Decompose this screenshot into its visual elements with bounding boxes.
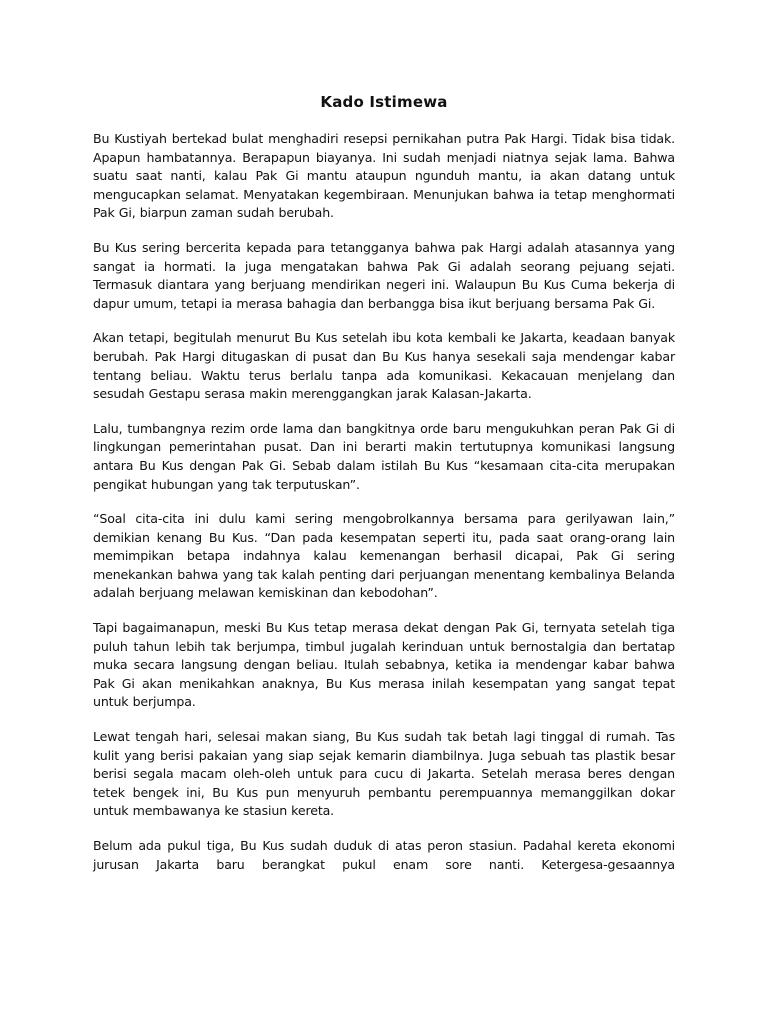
paragraph: Akan tetapi, begitulah menurut Bu Kus setelah ibu kota kembali ke Jakarta, keadaan banyak berubah. Pak Hargi ditugaskan di pusat dan Bu Kus hanya sesekali saja mendengar kabar tentang beliau. Waktu terus berlalu tanpa ada komunikasi. Kekacauan menjelang dan sesudah Gestapu serasa makin merenggangkan jarak Kalasan-Jakarta. <box>93 330 675 402</box>
paragraph: Tapi bagaimanapun, meski Bu Kus tetap merasa dekat dengan Pak Gi, ternyata setelah tiga puluh tahun lebih tak berjumpa, timbul jugalah kerinduan untuk bernostalgia dan bertatap muka secara langsung dengan beliau. Itulah sebabnya, ketika ia mendengar kabar bahwa Pak Gi akan menikahkan anaknya, Bu Kus merasa inilah kesempatan yang sangat tepat untuk berjumpa. <box>93 620 675 710</box>
paragraph: “Soal cita-cita ini dulu kami sering mengobrolkannya bersama para gerilyawan lain,” demikian kenang Bu Kus. “Dan pada kesempatan seperti itu, pada saat orang-orang lain memimpikan betapa indahnya kalau kemenangan berhasil dicapai, Pak Gi sering menekankan bahwa yang tak kalah penting dari perjuangan menentang kembalinya Belanda adalah berjuang melawan kemiskinan dan kebodohan”. <box>93 511 675 601</box>
paragraph-truncated: Belum ada pukul tiga, Bu Kus sudah duduk di atas peron stasiun. Padahal kereta ekonomi jurusan Jakarta baru berangkat pukul enam sore nanti. Ketergesa-gesaannya <box>93 838 675 872</box>
document-title: Kado Istimewa <box>320 93 448 111</box>
document-body <box>93 130 675 890</box>
paragraph: Lewat tengah hari, selesai makan siang, Bu Kus sudah tak betah lagi tinggal di rumah. Tas kulit yang berisi pakaian yang siap sejak kemarin diambilnya. Juga sebuah tas plastik besar berisi segala macam oleh-oleh untuk para cucu di Jakarta. Setelah merasa beres dengan tetek bengek ini, Bu Kus pun menyuruh pembantu perempuannya memanggilkan dokar untuk membawanya ke stasiun kereta. <box>93 729 675 819</box>
paragraph: Bu Kustiyah bertekad bulat menghadiri resepsi pernikahan putra Pak Hargi. Tidak bisa tidak. Apapun hambatannya. Berapapun biayanya. Ini sudah menjadi niatnya sejak lama. Bahwa suatu saat nanti, kalau Pak Gi mantu ataupun ngunduh mantu, ia akan datang untuk mengucapkan selamat. Menyatakan kegembiraan. Menunjukan bahwa ia tetap menghormati Pak Gi, biarpun zaman sudah berubah. <box>93 131 675 221</box>
paragraph: Lalu, tumbangnya rezim orde lama dan bangkitnya orde baru mengukuhkan peran Pak Gi di lingkungan pemerintahan pusat. Dan ini berarti makin tertutupnya komunikasi langsung antara Bu Kus dengan Pak Gi. Sebab dalam istilah Bu Kus “kesamaan cita-cita merupakan pengikat hubungan yang tak terputuskan”. <box>93 420 675 492</box>
paragraph: Bu Kus sering bercerita kepada para tetangganya bahwa pak Hargi adalah atasannya yang sangat ia hormati. Ia juga mengatakan bahwa Pak Gi adalah seorang pejuang sejati. Termasuk diantara yang berjuang mendirikan negeri ini. Walaupun Bu Kus Cuma bekerja di dapur umum, tetapi ia merasa bahagia dan berbangga bisa ikut berjuang bersama Pak Gi. <box>93 239 675 311</box>
